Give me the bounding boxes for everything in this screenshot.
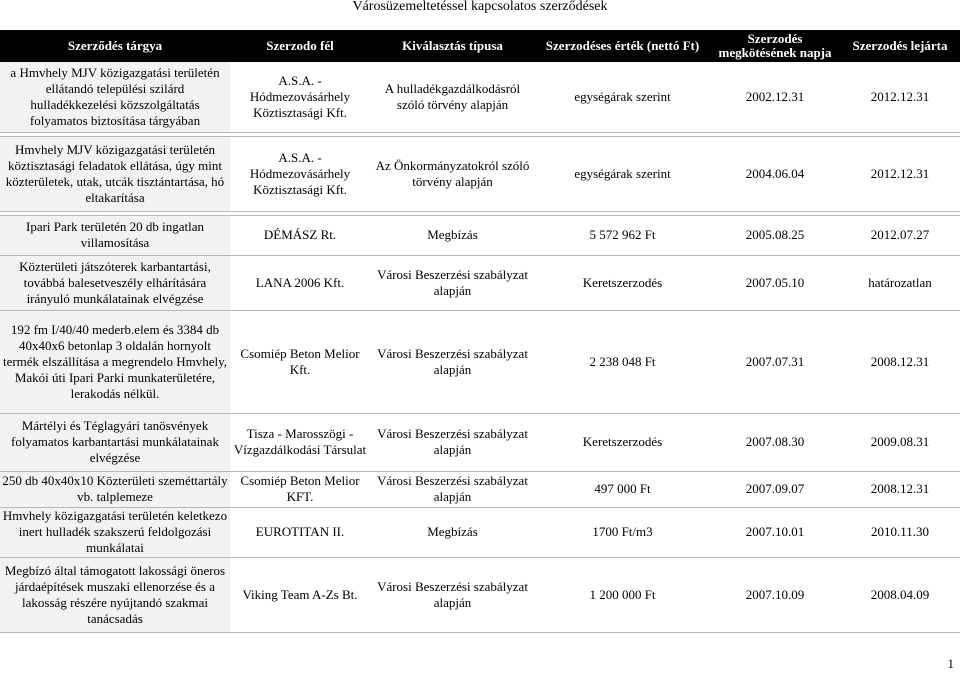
cell-signed: 2007.08.30 bbox=[710, 413, 840, 471]
table-row bbox=[0, 62, 960, 132]
cell-signed: 2007.10.09 bbox=[710, 557, 840, 632]
cell-subject: Hmvhely közigazgatási területén keletkezo inert hulladék szakszerú feldolgozási munkálatai bbox=[0, 507, 230, 557]
cell-subject: Közterületi játszóterek karbantartási, továbbá balesetveszély elhárítására irányuló munkálatainak elvégzése bbox=[0, 255, 230, 310]
cell-subject: Ipari Park területén 20 db ingatlan villamosítása bbox=[0, 215, 230, 255]
cell-signed: 2004.06.04 bbox=[710, 136, 840, 211]
cell-expires: 2012.12.31 bbox=[840, 62, 960, 132]
cell-subject: 250 db 40x40x10 Közterületi szeméttartály vb. talplemeze bbox=[0, 471, 230, 507]
table-row bbox=[0, 507, 960, 557]
table-header-row bbox=[0, 30, 960, 62]
cell-type: Városi Beszerzési szabályzat alapján bbox=[370, 255, 535, 310]
cell-subject: Hmvhely MJV közigazgatási területén köztisztasági feladatok ellátása, úgy mint közterületek, utak, utcák tisztántartása, hó eltakarítása bbox=[0, 136, 230, 211]
cell-signed: 2002.12.31 bbox=[710, 62, 840, 132]
cell-party: DÉMÁSZ Rt. bbox=[230, 215, 370, 255]
cell-party: Viking Team A-Zs Bt. bbox=[230, 557, 370, 632]
cell-subject: Mártélyi és Téglagyári tanösvények folyamatos karbantartási munkálatainak elvégzése bbox=[0, 413, 230, 471]
table-row bbox=[0, 471, 960, 507]
table-row bbox=[0, 136, 960, 211]
cell-expires: 2012.07.27 bbox=[840, 215, 960, 255]
cell-party: A.S.A. - Hódmezovásárhely Köztisztasági Kft. bbox=[230, 136, 370, 211]
cell-subject: Megbízó által támogatott lakossági öneros járdaépítések muszaki ellenorzése és a lakosság részére nyújtandó szakmai tanácsadás bbox=[0, 557, 230, 632]
cell-type: Az Önkormányzatokról szóló törvény alapján bbox=[370, 136, 535, 211]
cell-value: egységárak szerint bbox=[535, 136, 710, 211]
table-row bbox=[0, 557, 960, 632]
table-row bbox=[0, 413, 960, 471]
cell-value: Keretszerzodés bbox=[535, 255, 710, 310]
cell-party: LANA 2006 Kft. bbox=[230, 255, 370, 310]
cell-party: A.S.A. - Hódmezovásárhely Köztisztasági Kft. bbox=[230, 62, 370, 132]
cell-value: 1 200 000 Ft bbox=[535, 557, 710, 632]
table-row bbox=[0, 255, 960, 310]
cell-signed: 2005.08.25 bbox=[710, 215, 840, 255]
cell-type: Városi Beszerzési szabályzat alapján bbox=[370, 310, 535, 413]
cell-party: EUROTITAN II. bbox=[230, 507, 370, 557]
cell-subject: 192 fm I/40/40 mederb.elem és 3384 db 40x40x6 betonlap 3 oldalán hornyolt termék elszállítása a megrendelo Hmvhely, Makói úti Ipari Parki munkaterületére, lerakodás nélkül. bbox=[0, 310, 230, 413]
column-header-expiry-date: Szerzodés lejárta bbox=[840, 30, 960, 62]
cell-expires: 2008.12.31 bbox=[840, 471, 960, 507]
cell-signed: 2007.09.07 bbox=[710, 471, 840, 507]
cell-type: Városi Beszerzési szabályzat alapján bbox=[370, 557, 535, 632]
column-header-signed-date: Szerzodés megkötésének napja bbox=[710, 30, 840, 62]
page-title: Városüzemeltetéssel kapcsolatos szerződések bbox=[352, 0, 608, 14]
cell-party: Csomiép Beton Melior Kft. bbox=[230, 310, 370, 413]
column-header-selection-type: Kiválasztás típusa bbox=[370, 30, 535, 62]
cell-value: 497 000 Ft bbox=[535, 471, 710, 507]
cell-signed: 2007.07.31 bbox=[710, 310, 840, 413]
cell-value: 1700 Ft/m3 bbox=[535, 507, 710, 557]
contracts-table bbox=[0, 30, 960, 633]
cell-value: 5 572 962 Ft bbox=[535, 215, 710, 255]
cell-type: A hulladékgazdálkodásról szóló törvény alapján bbox=[370, 62, 535, 132]
cell-expires: határozatlan bbox=[840, 255, 960, 310]
cell-signed: 2007.10.01 bbox=[710, 507, 840, 557]
cell-type: Megbízás bbox=[370, 507, 535, 557]
table-row bbox=[0, 310, 960, 413]
column-header-subject: Szerződés tárgya bbox=[0, 30, 230, 62]
cell-type: Városi Beszerzési szabályzat alapján bbox=[370, 413, 535, 471]
column-header-party: Szerzodo fél bbox=[230, 30, 370, 62]
cell-party: Tisza - Marosszögi - Vízgazdálkodási Társulat bbox=[230, 413, 370, 471]
cell-expires: 2010.11.30 bbox=[840, 507, 960, 557]
cell-signed: 2007.05.10 bbox=[710, 255, 840, 310]
cell-subject: a Hmvhely MJV közigazgatási területén ellátandó települési szilárd hulladékkezelési közszolgáltatás folyamatos biztosítása tárgyában bbox=[0, 62, 230, 132]
cell-type: Megbízás bbox=[370, 215, 535, 255]
cell-type: Városi Beszerzési szabályzat alapján bbox=[370, 471, 535, 507]
table-row bbox=[0, 215, 960, 255]
cell-value: Keretszerzodés bbox=[535, 413, 710, 471]
column-header-value: Szerzodéses érték (nettó Ft) bbox=[535, 30, 710, 62]
cell-expires: 2008.04.09 bbox=[840, 557, 960, 632]
cell-expires: 2009.08.31 bbox=[840, 413, 960, 471]
page-number: 1 bbox=[947, 656, 954, 671]
cell-value: egységárak szerint bbox=[535, 62, 710, 132]
cell-value: 2 238 048 Ft bbox=[535, 310, 710, 413]
cell-party: Csomiép Beton Melior KFT. bbox=[230, 471, 370, 507]
cell-expires: 2008.12.31 bbox=[840, 310, 960, 413]
cell-expires: 2012.12.31 bbox=[840, 136, 960, 211]
